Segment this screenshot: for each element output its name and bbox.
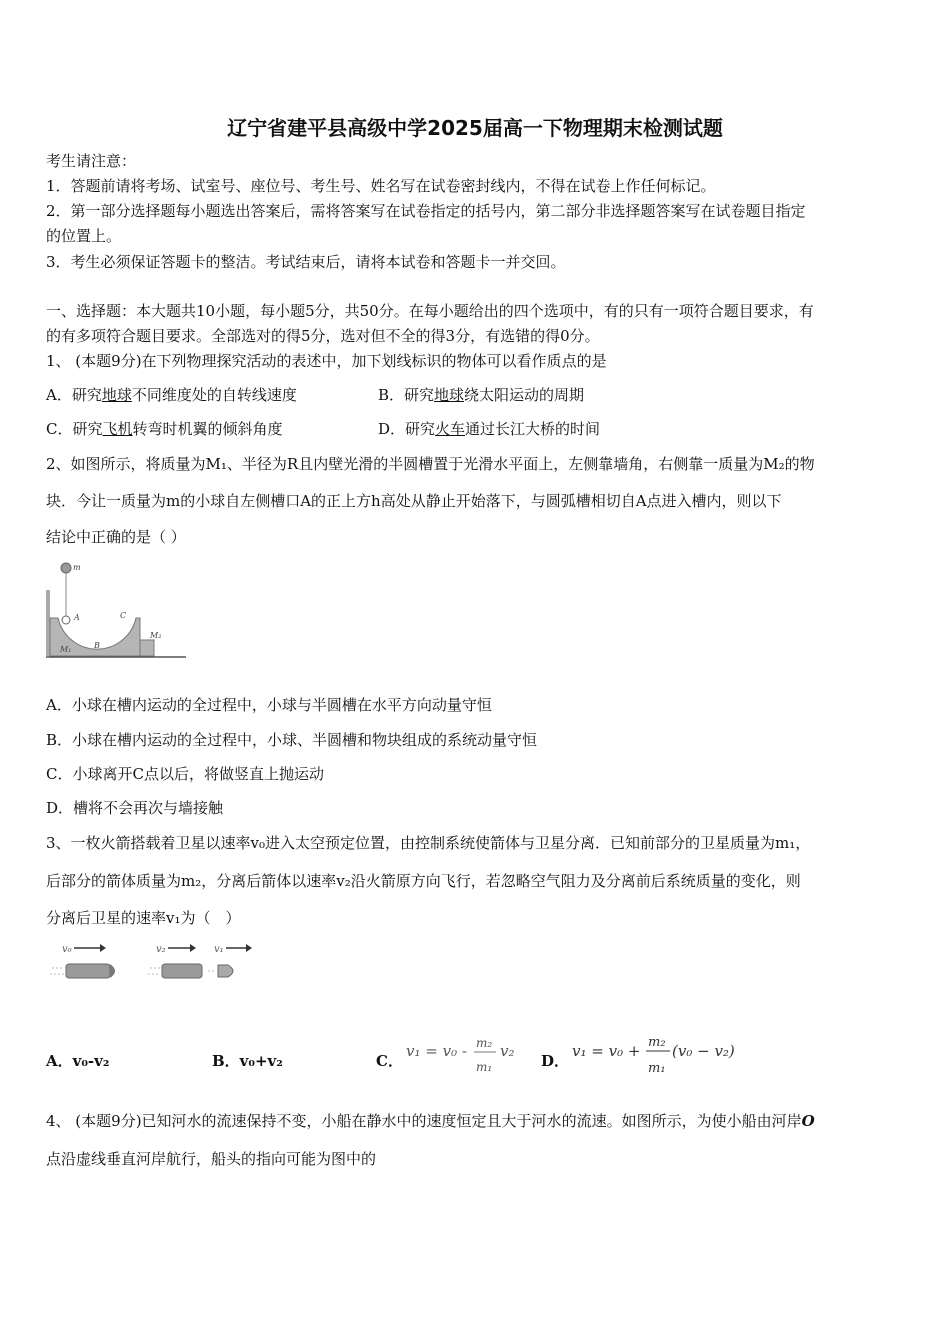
- section-intro-line-1: 一、选择题：本大题共10小题，每小题5分，共50分。在每小题给出的四个选项中，有的只有一项符合题目要求，有: [46, 302, 814, 320]
- notice-heading: 考生请注意：: [46, 152, 137, 170]
- svg-text:M₂: M₂: [150, 631, 162, 640]
- q2-option-b: B．小球在槽内运动的全过程中，小球、半圆槽和物块组成的系统动量守恒: [46, 731, 538, 749]
- q2-option-c: C．小球离开C点以后，将做竖直上抛运动: [46, 765, 324, 783]
- q3-stem-line-3: 分离后卫星的速率v₁为（ ）: [46, 909, 241, 927]
- satellite-icon: [208, 965, 233, 977]
- notice-item-3: 3．考生必须保证答题卡的整洁。考试结束后，请将本试卷和答题卡一并交回。: [46, 253, 566, 271]
- rocket-icon: [50, 964, 115, 978]
- q3-option-b: B．v₀+v₂: [212, 1052, 283, 1070]
- notice-item-2: 2．第一部分选择题每小题选出答案后，需将答案写在试卷指定的括号内，第二部分非选择题答案写在试卷题目指定: [46, 202, 806, 220]
- svg-text:v₂: v₂: [500, 1042, 515, 1060]
- svg-text:A: A: [74, 613, 80, 622]
- page-title: 辽宁省建平县高级中学2025届高一下物理期末检测试题: [227, 116, 723, 140]
- svg-text:M₁: M₁: [60, 645, 72, 654]
- svg-text:v₂: v₂: [156, 944, 166, 955]
- svg-text:B: B: [94, 641, 100, 650]
- q4-stem-line-1: 4、 (本题9分)已知河水的流速保持不变，小船在静水中的速度恒定且大于河水的流速。如图所示，为使小船由河岸O: [46, 1112, 815, 1130]
- q2-stem-line-3: 结论中正确的是（ ）: [46, 528, 186, 546]
- q3-option-a: A．v₀-v₂: [46, 1052, 110, 1070]
- notice-item-2-cont: 的位置上。: [46, 227, 122, 245]
- label-m: m: [73, 563, 81, 572]
- q2-option-a: A．小球在槽内运动的全过程中，小球与半圆槽在水平方向动量守恒: [46, 696, 492, 714]
- svg-text:v₀: v₀: [62, 944, 72, 955]
- svg-text:m₁: m₁: [476, 1060, 493, 1074]
- q3-option-c-formula: [404, 1028, 520, 1080]
- section-intro-line-2: 的有多项符合题目要求。全部选对的得5分，选对但不全的得3分，有选错的得0分。: [46, 327, 600, 345]
- svg-text:m₁: m₁: [648, 1061, 666, 1076]
- q3-stem-line-1: 3、一枚火箭搭载着卫星以速率v₀进入太空预定位置，由控制系统使箭体与卫星分离．已知前部分的卫星质量为m₁，: [46, 834, 811, 852]
- q1-option-b: B．研究地球绕太阳运动的周期: [378, 386, 585, 404]
- q3-option-c-label: C．: [376, 1052, 403, 1070]
- q2-option-d: D．槽将不会再次与墙接触: [46, 799, 224, 817]
- q1-option-d: D．研究火车通过长江大桥的时间: [378, 420, 601, 438]
- svg-text:v₁ = v₀ +: v₁ = v₀ +: [572, 1042, 641, 1060]
- svg-text:m₂: m₂: [476, 1036, 493, 1050]
- ball-icon: [61, 563, 71, 573]
- svg-text:m₂: m₂: [648, 1035, 666, 1050]
- svg-text:C: C: [120, 611, 127, 620]
- rocket-body-icon: [148, 964, 202, 978]
- svg-text:v₁ = v₀ -: v₁ = v₀ -: [406, 1042, 467, 1060]
- half-cylinder-groove-figure: [44, 560, 190, 668]
- notice-item-1: 1．答题前请将考场、试室号、座位号、考生号、姓名写在试卷密封线内，不得在试卷上作任何标记。: [46, 177, 716, 195]
- svg-text:v₁: v₁: [214, 944, 224, 955]
- wall: [46, 590, 50, 656]
- rocket-separation-figure: [46, 938, 260, 990]
- q2-stem-line-1: 2、如图所示，将质量为M₁、半径为R且内壁光滑的半圆槽置于光滑水平面上，左侧靠墙角，右侧靠一质量为M₂的物: [46, 455, 815, 473]
- q3-option-d-formula: [570, 1026, 744, 1082]
- q2-stem-line-2: 块．今让一质量为m的小球自左侧槽口A的正上方h高处从静止开始落下，与圆弧槽相切自A点进入槽内，则以下: [46, 492, 782, 510]
- q1-stem: 1、 (本题9分)在下列物理探究活动的表述中，加下划线标识的物体可以看作质点的是: [46, 352, 607, 370]
- q1-option-c: C．研究飞机转弯时机翼的倾斜角度: [46, 420, 283, 438]
- q3-option-d-label: D．: [541, 1052, 570, 1070]
- svg-text:(v₀ − v₂): (v₀ − v₂): [672, 1042, 735, 1060]
- block-m2: [140, 640, 154, 656]
- q4-stem-line-2: 点沿虚线垂直河岸航行，船头的指向可能为图中的: [46, 1150, 377, 1168]
- q1-option-a: A．研究地球不同维度处的自转线速度: [46, 386, 297, 404]
- q3-stem-line-2: 后部分的箭体质量为m₂，分离后箭体以速率v₂沿火箭原方向飞行，若忽略空气阻力及分离前后系统质量的变化，则: [46, 872, 801, 890]
